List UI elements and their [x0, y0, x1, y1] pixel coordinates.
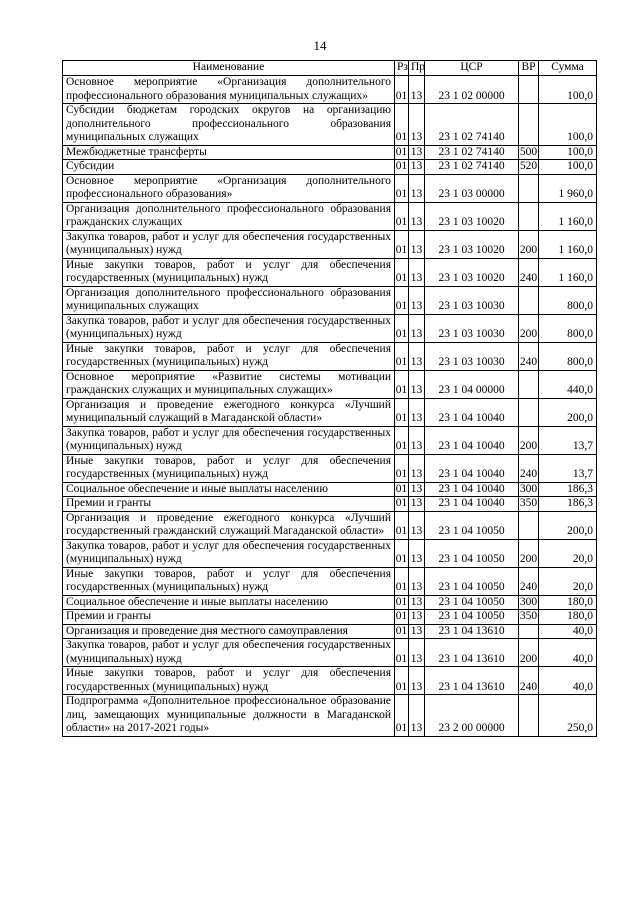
budget-table [62, 60, 597, 737]
row-csr-cell: 23 1 04 10040 [425, 426, 519, 454]
table-row [63, 286, 597, 314]
row-sum-cell: 200,0 [539, 398, 597, 426]
row-csr-cell: 23 1 03 10030 [425, 342, 519, 370]
table-row [63, 624, 597, 639]
row-pr-cell: 13 [409, 258, 425, 286]
row-vr-cell: 240 [519, 667, 539, 695]
row-name-cell: Основное мероприятие «Организация дополнительного профессионального образования муниципальных служащих» [63, 76, 395, 104]
row-sum-cell: 1 160,0 [539, 202, 597, 230]
row-csr-cell: 23 1 04 00000 [425, 370, 519, 398]
row-rz-cell: 01 [395, 286, 409, 314]
row-sum-cell: 100,0 [539, 76, 597, 104]
row-rz-cell: 01 [395, 160, 408, 172]
row-csr-cell: 23 1 04 13610 [425, 639, 519, 667]
row-sum-cell: 20,0 [539, 567, 597, 595]
row-sum-cell: 186,3 [539, 497, 597, 512]
row-name-cell: Иные закупки товаров, работ и услуг для обеспечения государственных (муниципальных) нужд [63, 258, 395, 286]
row-sum-cell: 40,0 [539, 624, 597, 639]
table-row [63, 145, 597, 160]
row-pr-cell: 13 [409, 595, 425, 610]
row-pr-cell: 13 [409, 667, 425, 695]
table-header-row [63, 61, 597, 76]
table-row [63, 511, 597, 539]
row-vr-cell: 520 [519, 160, 538, 172]
row-pr-cell: 13 [409, 76, 425, 104]
row-name-cell: Подпрограмма «Дополнительное профессиональное образование лиц, замещающих муниципальные должности в Магаданской области» на 2017-2021 годы» [63, 695, 395, 737]
row-sum-cell: 100,0 [539, 145, 597, 160]
row-pr-cell: 13 [409, 539, 425, 567]
table-row [63, 258, 597, 286]
row-rz-cell: 01 [395, 202, 409, 230]
table-row [63, 370, 597, 398]
row-rz-cell: 01 [395, 145, 408, 158]
row-pr-cell: 13 [409, 145, 425, 160]
row-name-cell: Организация и проведение дня местного самоуправления [63, 624, 395, 639]
row-vr-cell: 500 [519, 145, 538, 158]
row-csr-cell: 23 1 03 10020 [425, 258, 519, 286]
row-name-cell: Субсидии бюджетам городских округов на организацию дополнительного профессионального образования муниципальных служащих [63, 104, 395, 146]
row-pr-cell: 13 [409, 342, 425, 370]
row-vr-cell: 200 [519, 230, 539, 258]
row-sum-cell: 13,7 [539, 454, 597, 482]
table-row [63, 398, 597, 426]
row-rz-cell: 01 [395, 454, 409, 482]
row-vr-cell: 200 [519, 426, 539, 454]
table-row [63, 76, 597, 104]
row-csr-cell: 23 1 04 10050 [425, 610, 519, 625]
row-vr-cell [519, 104, 539, 146]
row-pr-cell: 13 [409, 482, 425, 497]
row-vr-cell: 240 [519, 567, 539, 595]
row-name-cell: Социальное обеспечение и иные выплаты населению [63, 482, 395, 497]
row-rz-cell: 01 [395, 639, 409, 667]
row-csr-cell: 23 1 02 00000 [425, 76, 519, 104]
table-row [63, 695, 597, 737]
row-csr-cell: 23 1 02 74140 [425, 104, 519, 146]
row-rz-cell: 01 [395, 342, 409, 370]
row-sum-cell: 1 160,0 [539, 258, 597, 286]
row-pr-cell: 13 [409, 230, 425, 258]
row-pr-cell: 13 [409, 454, 425, 482]
row-name-cell: Иные закупки товаров, работ и услуг для обеспечения государственных (муниципальных) нужд [63, 567, 395, 595]
row-pr-cell: 13 [409, 160, 425, 175]
row-vr-cell: 240 [519, 258, 539, 286]
row-pr-cell: 13 [409, 497, 425, 512]
table-row [63, 454, 597, 482]
row-pr-cell: 13 [409, 398, 425, 426]
row-vr-cell [519, 286, 539, 314]
row-sum-cell: 1 160,0 [539, 230, 597, 258]
row-csr-cell: 23 1 02 74140 [425, 145, 519, 160]
row-pr-cell: 13 [409, 286, 425, 314]
row-csr-cell: 23 1 03 10020 [425, 202, 519, 230]
header-vr: ВР [519, 61, 539, 76]
row-pr-cell: 13 [409, 511, 425, 539]
row-sum-cell: 100,0 [539, 160, 597, 175]
row-rz-cell: 01 [395, 695, 409, 737]
row-rz-cell: 01 [395, 539, 409, 567]
row-csr-cell: 23 1 04 13610 [425, 667, 519, 695]
row-csr-cell: 23 1 04 13610 [425, 624, 519, 639]
row-name-cell: Организация дополнительного профессионального образования муниципальных служащих [63, 286, 395, 314]
row-sum-cell: 100,0 [539, 104, 597, 146]
row-sum-cell: 800,0 [539, 314, 597, 342]
row-name-cell: Межбюджетные трансферты [63, 145, 395, 160]
table-row [63, 482, 597, 497]
header-name: Наименование [63, 61, 395, 76]
row-rz-cell: 01 [395, 567, 409, 595]
table-row [63, 160, 597, 175]
row-sum-cell: 40,0 [539, 639, 597, 667]
row-vr-cell: 300 [519, 595, 538, 608]
row-pr-cell: 13 [409, 610, 425, 625]
row-rz-cell: 01 [395, 258, 409, 286]
table-row [63, 342, 597, 370]
row-name-cell: Закупка товаров, работ и услуг для обеспечения государственных (муниципальных) нужд [63, 539, 395, 567]
table-body [63, 76, 597, 737]
row-name-cell: Организация и проведение ежегодного конкурса «Лучший государственный гражданский служащий Магаданской области» [63, 511, 395, 539]
row-rz-cell: 01 [395, 398, 409, 426]
row-csr-cell: 23 1 04 10040 [425, 482, 519, 497]
row-name-cell: Организация дополнительного профессионального образования гражданских служащих [63, 202, 395, 230]
row-pr-cell: 13 [409, 202, 425, 230]
row-vr-cell: 200 [519, 314, 539, 342]
row-sum-cell: 200,0 [539, 511, 597, 539]
row-pr-cell: 13 [409, 567, 425, 595]
row-vr-cell [519, 76, 539, 104]
row-name-cell: Закупка товаров, работ и услуг для обеспечения государственных (муниципальных) нужд [63, 639, 395, 667]
row-csr-cell: 23 1 03 10030 [425, 314, 519, 342]
row-csr-cell: 23 1 04 10050 [425, 539, 519, 567]
row-sum-cell: 40,0 [539, 667, 597, 695]
row-csr-cell: 23 1 04 10050 [425, 595, 519, 610]
row-csr-cell: 23 1 04 10040 [425, 454, 519, 482]
row-sum-cell: 800,0 [539, 286, 597, 314]
row-vr-cell [519, 174, 539, 202]
row-pr-cell: 13 [409, 624, 425, 639]
table-row [63, 667, 597, 695]
row-rz-cell: 01 [395, 426, 409, 454]
row-pr-cell: 13 [409, 174, 425, 202]
row-csr-cell: 23 1 04 10040 [425, 398, 519, 426]
row-csr-cell: 23 1 04 10040 [425, 497, 519, 512]
table-row [63, 104, 597, 146]
row-rz-cell: 01 [395, 497, 408, 509]
row-rz-cell: 01 [395, 595, 408, 608]
row-sum-cell: 1 960,0 [539, 174, 597, 202]
row-vr-cell [519, 511, 539, 539]
row-vr-cell: 300 [519, 482, 538, 495]
row-csr-cell: 23 2 00 00000 [425, 695, 519, 737]
table-row [63, 314, 597, 342]
row-rz-cell: 01 [395, 610, 408, 622]
row-csr-cell: 23 1 02 74140 [425, 160, 519, 175]
row-pr-cell: 13 [409, 695, 425, 737]
row-rz-cell: 01 [395, 104, 409, 146]
row-name-cell: Основное мероприятие «Развитие системы мотивации гражданских служащих и муниципальных служащих» [63, 370, 395, 398]
row-sum-cell: 180,0 [539, 610, 597, 625]
row-name-cell: Иные закупки товаров, работ и услуг для обеспечения государственных (муниципальных) нужд [63, 667, 395, 695]
row-rz-cell: 01 [395, 370, 409, 398]
row-rz-cell: 01 [395, 76, 409, 104]
row-vr-cell: 200 [519, 639, 539, 667]
row-sum-cell: 250,0 [539, 695, 597, 737]
header-csr: ЦСР [425, 61, 519, 76]
table-row [63, 595, 597, 610]
row-pr-cell: 13 [409, 314, 425, 342]
row-csr-cell: 23 1 03 10030 [425, 286, 519, 314]
row-name-cell: Социальное обеспечение и иные выплаты населению [63, 595, 395, 610]
table-row [63, 426, 597, 454]
row-name-cell: Иные закупки товаров, работ и услуг для обеспечения государственных (муниципальных) нужд [63, 342, 395, 370]
row-vr-cell [519, 370, 539, 398]
row-pr-cell: 13 [409, 639, 425, 667]
row-csr-cell: 23 1 03 00000 [425, 174, 519, 202]
row-name-cell: Организация и проведение ежегодного конкурса «Лучший муниципальный служащий в Магаданской области» [63, 398, 395, 426]
table-row [63, 202, 597, 230]
table-row [63, 174, 597, 202]
row-sum-cell: 440,0 [539, 370, 597, 398]
row-name-cell: Закупка товаров, работ и услуг для обеспечения государственных (муниципальных) нужд [63, 314, 395, 342]
page-number: 14 [313, 38, 327, 53]
row-sum-cell: 186,3 [539, 482, 597, 497]
row-name-cell: Премии и гранты [63, 497, 395, 512]
row-name-cell: Основное мероприятие «Организация дополнительного профессионального образования» [63, 174, 395, 202]
row-vr-cell: 240 [519, 342, 539, 370]
row-name-cell: Закупка товаров, работ и услуг для обеспечения государственных (муниципальных) нужд [63, 426, 395, 454]
row-csr-cell: 23 1 04 10050 [425, 511, 519, 539]
row-rz-cell: 01 [395, 230, 409, 258]
row-rz-cell: 01 [395, 482, 408, 495]
header-pr: Пр [409, 61, 425, 76]
table-row [63, 567, 597, 595]
row-sum-cell: 180,0 [539, 595, 597, 610]
row-vr-cell [519, 398, 539, 426]
table-row [63, 230, 597, 258]
row-vr-cell: 350 [519, 497, 538, 509]
row-csr-cell: 23 1 03 10020 [425, 230, 519, 258]
row-pr-cell: 13 [409, 426, 425, 454]
row-rz-cell: 01 [395, 667, 409, 695]
row-csr-cell: 23 1 04 10050 [425, 567, 519, 595]
row-vr-cell: 200 [519, 539, 539, 567]
row-sum-cell: 800,0 [539, 342, 597, 370]
table-row [63, 539, 597, 567]
row-vr-cell: 240 [519, 454, 539, 482]
row-name-cell: Закупка товаров, работ и услуг для обеспечения государственных (муниципальных) нужд [63, 230, 395, 258]
table-row [63, 497, 597, 512]
row-rz-cell: 01 [395, 174, 409, 202]
row-name-cell: Иные закупки товаров, работ и услуг для обеспечения государственных (муниципальных) нужд [63, 454, 395, 482]
header-rz: Рз [395, 61, 409, 76]
row-name-cell: Субсидии [63, 160, 395, 175]
row-pr-cell: 13 [409, 370, 425, 398]
header-sum: Сумма [539, 61, 597, 76]
row-rz-cell: 01 [395, 314, 409, 342]
row-vr-cell [519, 202, 539, 230]
row-vr-cell [519, 624, 539, 639]
table-row [63, 639, 597, 667]
table-row [63, 610, 597, 625]
row-rz-cell: 01 [395, 624, 408, 637]
row-name-cell: Премии и гранты [63, 610, 395, 625]
row-pr-cell: 13 [409, 104, 425, 146]
row-vr-cell: 350 [519, 610, 538, 622]
row-sum-cell: 13,7 [539, 426, 597, 454]
row-rz-cell: 01 [395, 511, 409, 539]
row-vr-cell [519, 695, 539, 737]
row-sum-cell: 20,0 [539, 539, 597, 567]
